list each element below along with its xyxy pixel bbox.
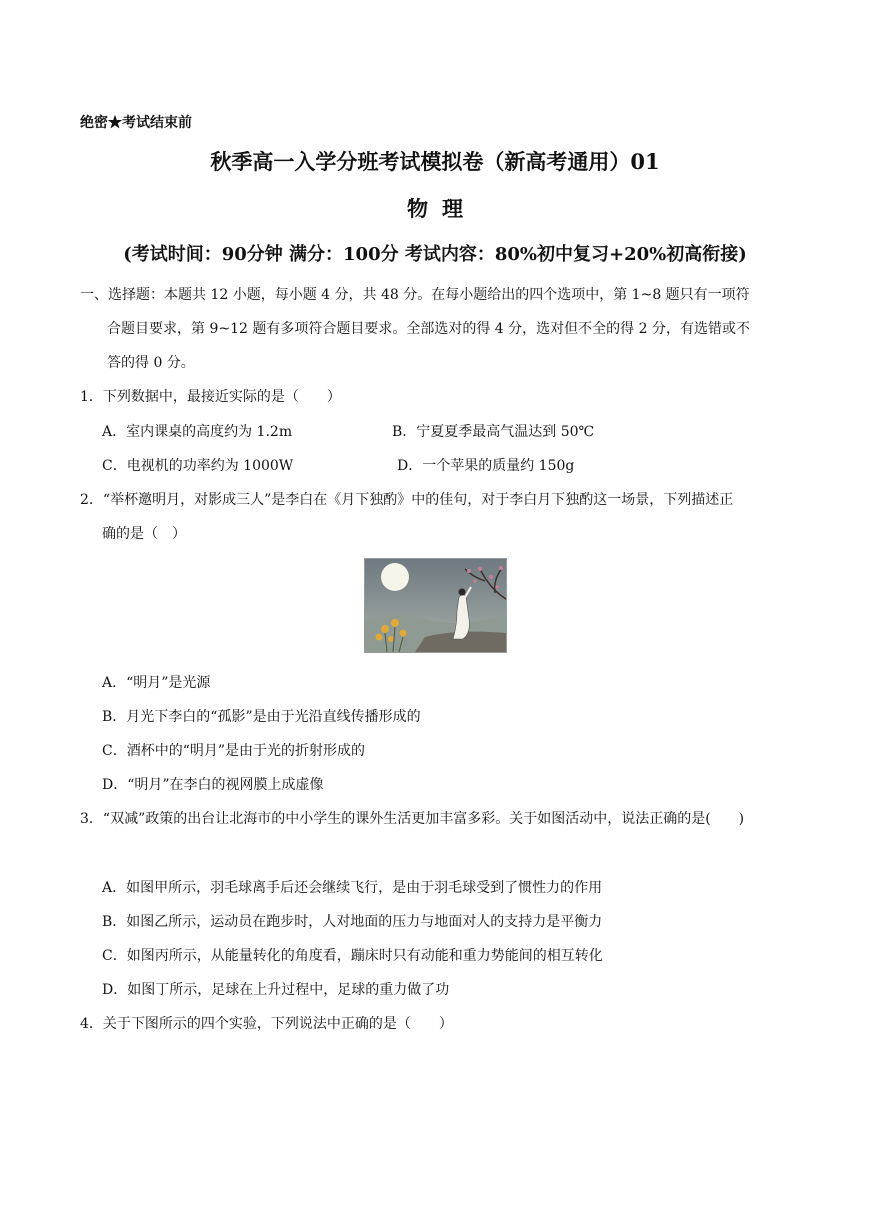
question-1-option-c: C．电视机的功率约为 1000W	[102, 458, 294, 474]
question-1-option-b: B．宁夏夏季最高气温达到 50℃	[392, 424, 595, 440]
question-1-option-a: A．室内课桌的高度约为 1.2m	[102, 424, 293, 440]
question-2-option-b: B．月光下李白的“孤影”是由于光沿直线传播形成的	[102, 709, 421, 725]
question-2-option-c: C．酒杯中的“明月”是由于光的折射形成的	[102, 743, 366, 759]
question-3-option-a: A．如图甲所示，羽毛球离手后还会继续飞行，是由于羽毛球受到了惯性力的作用	[102, 880, 603, 896]
subject-title: 物理	[407, 196, 477, 221]
moonlight-poet-illustration	[364, 558, 507, 653]
confidential-label: 绝密★考试结束前	[80, 115, 192, 131]
question-2-option-a: A．“明月”是光源	[102, 675, 211, 691]
exam-title: 秋季高一入学分班考试模拟卷（新高考通用）01	[210, 149, 660, 174]
question-1-option-d: D．一个苹果的质量约 150g	[397, 458, 575, 474]
question-2-option-d: D．“明月”在李白的视网膜上成虚像	[102, 777, 324, 793]
question-4-stem: 4．关于下图所示的四个实验，下列说法中正确的是（ ）	[80, 1016, 453, 1032]
section-instructions-line3: 答的得 0 分。	[107, 355, 195, 371]
question-3-option-c: C．如图丙所示，从能量转化的角度看，蹦床时只有动能和重力势能间的相互转化	[102, 948, 603, 964]
poet-scene-image	[365, 559, 506, 652]
exam-info: (考试时间：90分钟 满分：100分 考试内容：80%初中复习+20%初高衔接)	[123, 244, 747, 265]
moon-shape	[381, 563, 409, 591]
question-3-stem: 3．“双减”政策的出台让北海市的中小学生的课外生活更加丰富多彩。关于如图活动中，说法正确的是( )	[80, 811, 745, 827]
section-instructions-line1: 一、选择题：本题共 12 小题，每小题 4 分，共 48 分。在每小题给出的四个选项中，第 1~8 题只有一项符	[80, 287, 750, 303]
question-3-option-b: B．如图乙所示，运动员在跑步时，人对地面的压力与地面对人的支持力是平衡力	[102, 914, 603, 930]
section-instructions-line2: 合题目要求，第 9~12 题有多项符合题目要求。全部选对的得 4 分，选对但不全的得 2 分，有选错或不	[107, 321, 750, 337]
question-2-stem-line2: 确的是（ ）	[102, 526, 186, 542]
question-2-stem-line1: 2．“举杯邀明月，对影成三人”是李白在《月下独酌》中的佳句，对于李白月下独酌这一场景，下列描述正	[80, 492, 734, 508]
question-1-stem: 1．下列数据中，最接近实际的是（ ）	[80, 389, 341, 405]
question-3-option-d: D．如图丁所示，足球在上升过程中，足球的重力做了功	[102, 982, 450, 998]
